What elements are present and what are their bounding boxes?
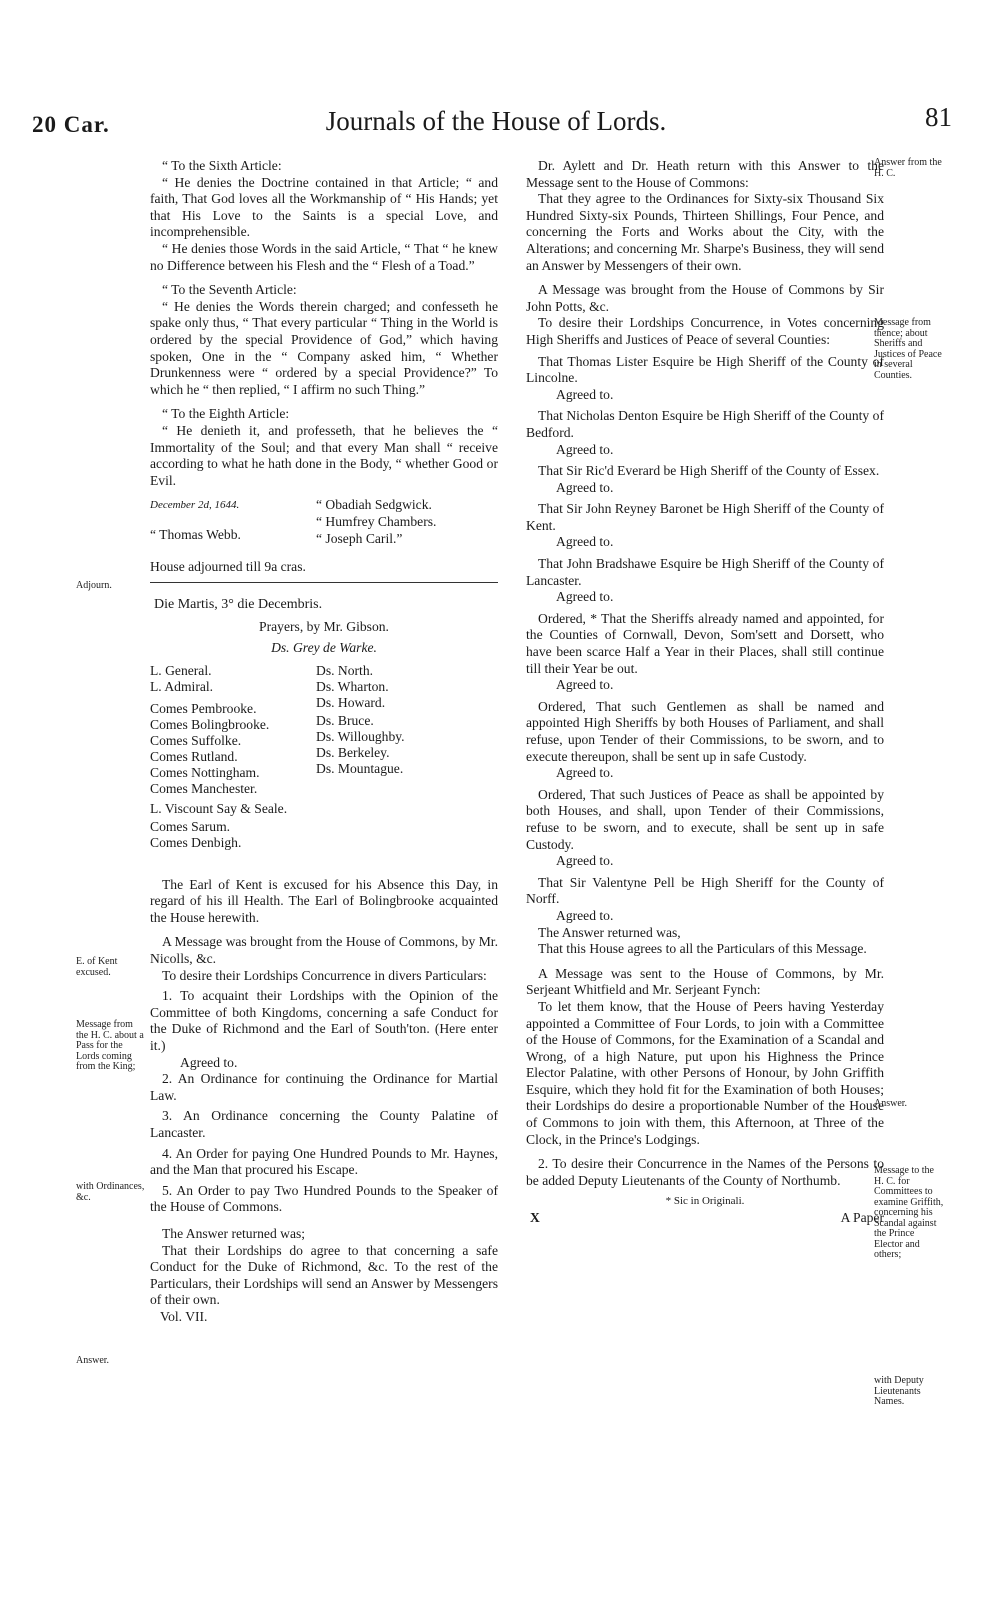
page-header	[0, 88, 992, 148]
paragraph: 1. To acquaint their Lordships with the Opinion of the Committee of both Kingdoms, concerning a safe Conduct for the Duke of Richmond and the Earl of South'ton. (Here enter it.)	[150, 988, 498, 1053]
lords-present	[150, 663, 498, 863]
paragraph: “ To the Seventh Article:	[162, 282, 297, 298]
lord-name: Comes Nottingham.	[150, 764, 260, 780]
signature: “ Obadiah Sedgwick.	[316, 497, 432, 513]
margin-note: with Ordinances, &c.	[76, 1181, 145, 1203]
lord-name: Comes Pembrooke.	[150, 700, 257, 716]
regnal-year: 20 Car.	[32, 112, 110, 137]
left-column	[150, 158, 498, 1326]
paragraph: A Message was sent to the House of Commons, by Mr. Serjeant Whitfield and Mr. Serjeant Fynch:	[526, 965, 884, 998]
margin-note: Message to the H. C. for Committees to examine Griffith, concerning his Scandal against the Prince Elector and others;	[874, 1165, 944, 1260]
lord-name: Comes Denbigh.	[150, 834, 242, 850]
catchword: A Paper	[840, 1210, 884, 1226]
paragraph: That John Bradshawe Esquire be High Sheriff of the County of Lancaster.	[526, 556, 884, 588]
page-number: 81	[925, 102, 952, 132]
margin-note: Message from the H. C. about a Pass for the Lords coming from the King;	[76, 1019, 144, 1072]
agreed-note: Agreed to.	[556, 479, 614, 495]
day-heading: Die Martis, 3° die Decembris.	[154, 596, 323, 612]
signature-mark: X	[530, 1210, 540, 1226]
paragraph: That their Lordships do agree to that concerning a safe Conduct for the Duke of Richmond, &c. To the rest of the Particulars, their Lordships will send an Answer by Messengers of their own.	[150, 1242, 498, 1308]
margin-note: Answer.	[874, 1098, 908, 1109]
lord-name: Ds. Wharton.	[316, 678, 389, 694]
lord-name: Comes Sarum.	[150, 818, 231, 834]
agreed-note: Agreed to.	[556, 386, 614, 402]
lord-name: Ds. North.	[316, 662, 374, 678]
agreed-note: Agreed to.	[556, 534, 614, 550]
agreed-note: Agreed to.	[556, 441, 614, 457]
lord-name: L. Viscount Say & Seale.	[150, 800, 288, 816]
paragraph: “ He denies the Words therein charged; and confesseth he spake only thus, “ That every particular “ Thing in the World is ordered by the special Providence of God,” which having spoken, One in the “ Company asked him, “ Whether Drunkenness were “ ordered by a special Providence?” To which he “ then replied, “ I affirm no such Thing.”	[150, 298, 498, 397]
paragraph: That Sir Ric'd Everard be High Sheriff of the County of Essex.	[538, 463, 880, 479]
paragraph: That Sir Valentyne Pell be High Sheriff for the County of Norff.	[526, 874, 884, 907]
volume-number: Vol. VII.	[160, 1308, 208, 1324]
margin-note: Answer.	[76, 1355, 110, 1366]
margin-note: with Deputy Lieutenants Names.	[874, 1375, 924, 1407]
paragraph: Dr. Aylett and Dr. Heath return with this Answer to the Message sent to the House of Commons:	[526, 158, 884, 190]
paragraph: The Answer returned was,	[538, 924, 681, 940]
signature: “ Joseph Caril.”	[316, 531, 403, 547]
paragraph: The Answer returned was;	[162, 1225, 306, 1241]
paragraph: Ordered, That such Gentlemen as shall be named and appointed High Sheriffs by both Houses of Parliament, and shall refuse, upon Tender of their Commissions, to be sworn, and to execute thereupon, shall be sent up in safe Custody.	[526, 698, 884, 764]
agreed-note: Agreed to.	[556, 677, 614, 693]
agreed-note: Agreed to.	[556, 589, 614, 605]
paragraph: “ He denies those Words in the said Article, “ That “ he knew no Difference between his Flesh and the “ Flesh of a Toad.”	[150, 240, 498, 273]
paragraph: “ He denieth it, and professeth, that he believes the “ Immortality of the Soul; and that every Man shall “ receive according to what he hath done in the Body, “ whether Good or Evil.	[150, 422, 498, 488]
paragraph: That Thomas Lister Esquire be High Sheriff of the County of Lincolne.	[526, 353, 884, 386]
paragraph: To desire their Lordships Concurrence, in Votes concerning High Sheriffs and Justices of Peace of several Counties:	[526, 315, 884, 347]
paragraph: 4. An Order for paying One Hundred Pounds to Mr. Haynes, and the Man that procured his Escape.	[150, 1145, 498, 1178]
footnote: * Sic in Originali.	[665, 1195, 745, 1208]
lord-name: Ds. Bruce.	[316, 712, 374, 728]
adjournment: House adjourned till 9a cras.	[150, 559, 306, 575]
signature-date: December 2d, 1644.	[150, 499, 240, 512]
margin-note: E. of Kent excused.	[76, 956, 118, 978]
lord-name: Ds. Howard.	[316, 694, 386, 710]
signature: “ Humfrey Chambers.	[316, 514, 437, 530]
running-title: Journals of the House of Lords.	[325, 106, 667, 136]
agreed-note: Agreed to.	[556, 853, 614, 869]
margin-note: Message from thence; about Sheriffs and Justices of Peace in several Counties.	[874, 317, 942, 381]
paragraph: A Message was brought from the House of Commons by Sir John Potts, &c.	[526, 282, 884, 314]
presiding-lord: Ds. Grey de Warke.	[271, 640, 377, 656]
lord-name: Ds. Berkeley.	[316, 744, 390, 760]
lord-name: Ds. Willoughby.	[316, 728, 405, 744]
paragraph: 2. An Ordinance for continuing the Ordinance for Martial Law.	[150, 1071, 498, 1103]
lord-name: Comes Rutland.	[150, 748, 238, 764]
paragraph: “ To the Sixth Article:	[162, 158, 282, 173]
lord-name: Comes Bolingbrooke.	[150, 716, 270, 732]
paragraph: To desire their Lordships Concurrence in divers Particulars:	[162, 967, 487, 983]
lord-name: Ds. Mountague.	[316, 760, 404, 776]
paragraph: That they agree to the Ordinances for Sixty-six Thousand Six Hundred Sixty-six Pounds, Thirteen Shillings, Four Pence, and concerning the Forts and Works about the City, with the Alterations; and concerning Mr. Sharpe's Business, they will send an Answer by Messengers of their own.	[526, 191, 884, 273]
paragraph: Ordered, * That the Sheriffs already named and appointed, for the Counties of Cornwall, Devon, Som'sett and Dorsett, who have been scarce Half a Year in their Places, shall still continue till their Year be out.	[526, 610, 884, 676]
lord-name: Comes Suffolke.	[150, 732, 242, 748]
agreed-note: Agreed to.	[556, 765, 614, 781]
paragraph: “ He denies the Doctrine contained in that Article; “ and faith, That God loves all the Workmanship of “ His Hands; yet that His Love to the Saints is a special Love, and incomprehensible.	[150, 174, 498, 240]
right-column	[526, 158, 884, 1230]
lord-name: L. General.	[150, 662, 212, 678]
paragraph: The Earl of Kent is excused for his Absence this Day, in regard of his ill Health. The Earl of Bolingbrooke acquainted the House herewith.	[150, 876, 498, 925]
paragraph: 5. An Order to pay Two Hundred Pounds to the Speaker of the House of Commons.	[150, 1182, 498, 1215]
paragraph: That Sir John Reyney Baronet be High Sheriff of the County of Kent.	[526, 501, 884, 533]
margin-note: Answer from the H. C.	[874, 157, 942, 179]
paragraph: To let them know, that the House of Peers having Yesterday appointed a Committee of Four Lords, to join with a Committee of the House of Commons, for the Examination of a Scandal and Wrong, of a high Nature, put upon his Highness the Prince Elector Palatine, with other Persons of Honour, by John Griffith Esquire, which they hold fit for the Examination of both Houses; their Lordships do desire a proportionable Number of the House of Commons to join with them, this Afternoon, at Three of the Clock, in the Prince's Lodgings.	[526, 998, 884, 1147]
agreed-note: Agreed to.	[556, 907, 614, 923]
paragraph: That Nicholas Denton Esquire be High Sheriff of the County of Bedford.	[526, 408, 884, 440]
paragraph: A Message was brought from the House of Commons, by Mr. Nicolls, &c.	[150, 934, 498, 967]
agreed-note: Agreed to.	[180, 1054, 238, 1070]
paragraph: “ To the Eighth Article:	[162, 406, 290, 422]
paragraph: 3. An Ordinance concerning the County Palatine of Lancaster.	[150, 1108, 498, 1140]
paragraph: Ordered, That such Justices of Peace as shall be appointed by both Houses, and shall, upon Tender of their Commissions, refuse to be sworn, and to execute, shall be sent up in safe Custody.	[526, 786, 884, 852]
paragraph: 2. To desire their Concurrence in the Names of the Persons to be added Deputy Lieutenants of the County of Northumb.	[526, 1156, 884, 1188]
signatures	[150, 497, 498, 559]
lord-name: Comes Manchester.	[150, 780, 258, 796]
margin-note: Adjourn.	[76, 580, 112, 591]
lord-name: L. Admiral.	[150, 678, 214, 694]
prayers: Prayers, by Mr. Gibson.	[259, 619, 389, 635]
signature: “ Thomas Webb.	[150, 527, 241, 543]
paragraph: That this House agrees to all the Particulars of this Message.	[538, 941, 867, 957]
